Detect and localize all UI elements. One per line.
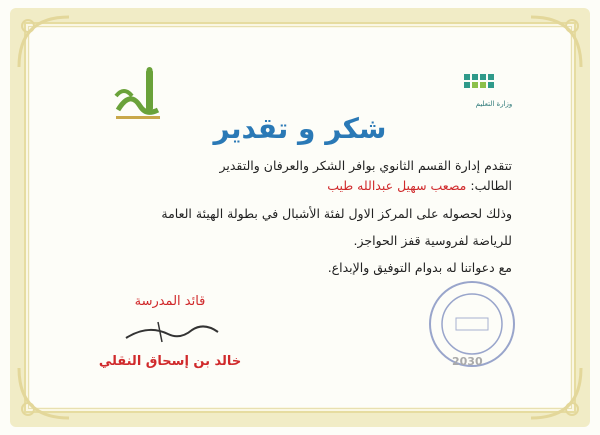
ministry-name: وزارة التعليم [475, 100, 513, 108]
signature-icon [118, 314, 228, 348]
vision-2030-logo: 2030 [452, 355, 483, 368]
intro-line: تتقدم إدارة القسم الثانوي بوافر الشكر والعرفان والتقدير [219, 158, 512, 173]
principal-name: خالد بن إسحاق النقلي [98, 354, 242, 369]
signature-title: قائد المدرسة [134, 294, 206, 309]
student-name: مصعب سهيل عبدالله طيب [327, 178, 467, 193]
corner-ornament-icon [526, 363, 586, 423]
corner-ornament-icon [14, 12, 74, 72]
certificate-title: شكر و تقدير [213, 112, 387, 145]
corner-ornament-icon [526, 12, 586, 72]
wishes-line: مع دعواتنا له بدوام التوفيق والإبداع. [327, 260, 512, 275]
achievement-line-continued: للرياضة لفروسية قفز الحواجز. [353, 233, 512, 248]
achievement-line: وذلك لحصوله على المركز الاول لفئة الأشبال في بطولة الهيئة العامة [161, 206, 512, 221]
student-line [72, 178, 512, 193]
student-label: الطالب: [470, 178, 512, 193]
corner-ornament-icon [14, 363, 74, 423]
